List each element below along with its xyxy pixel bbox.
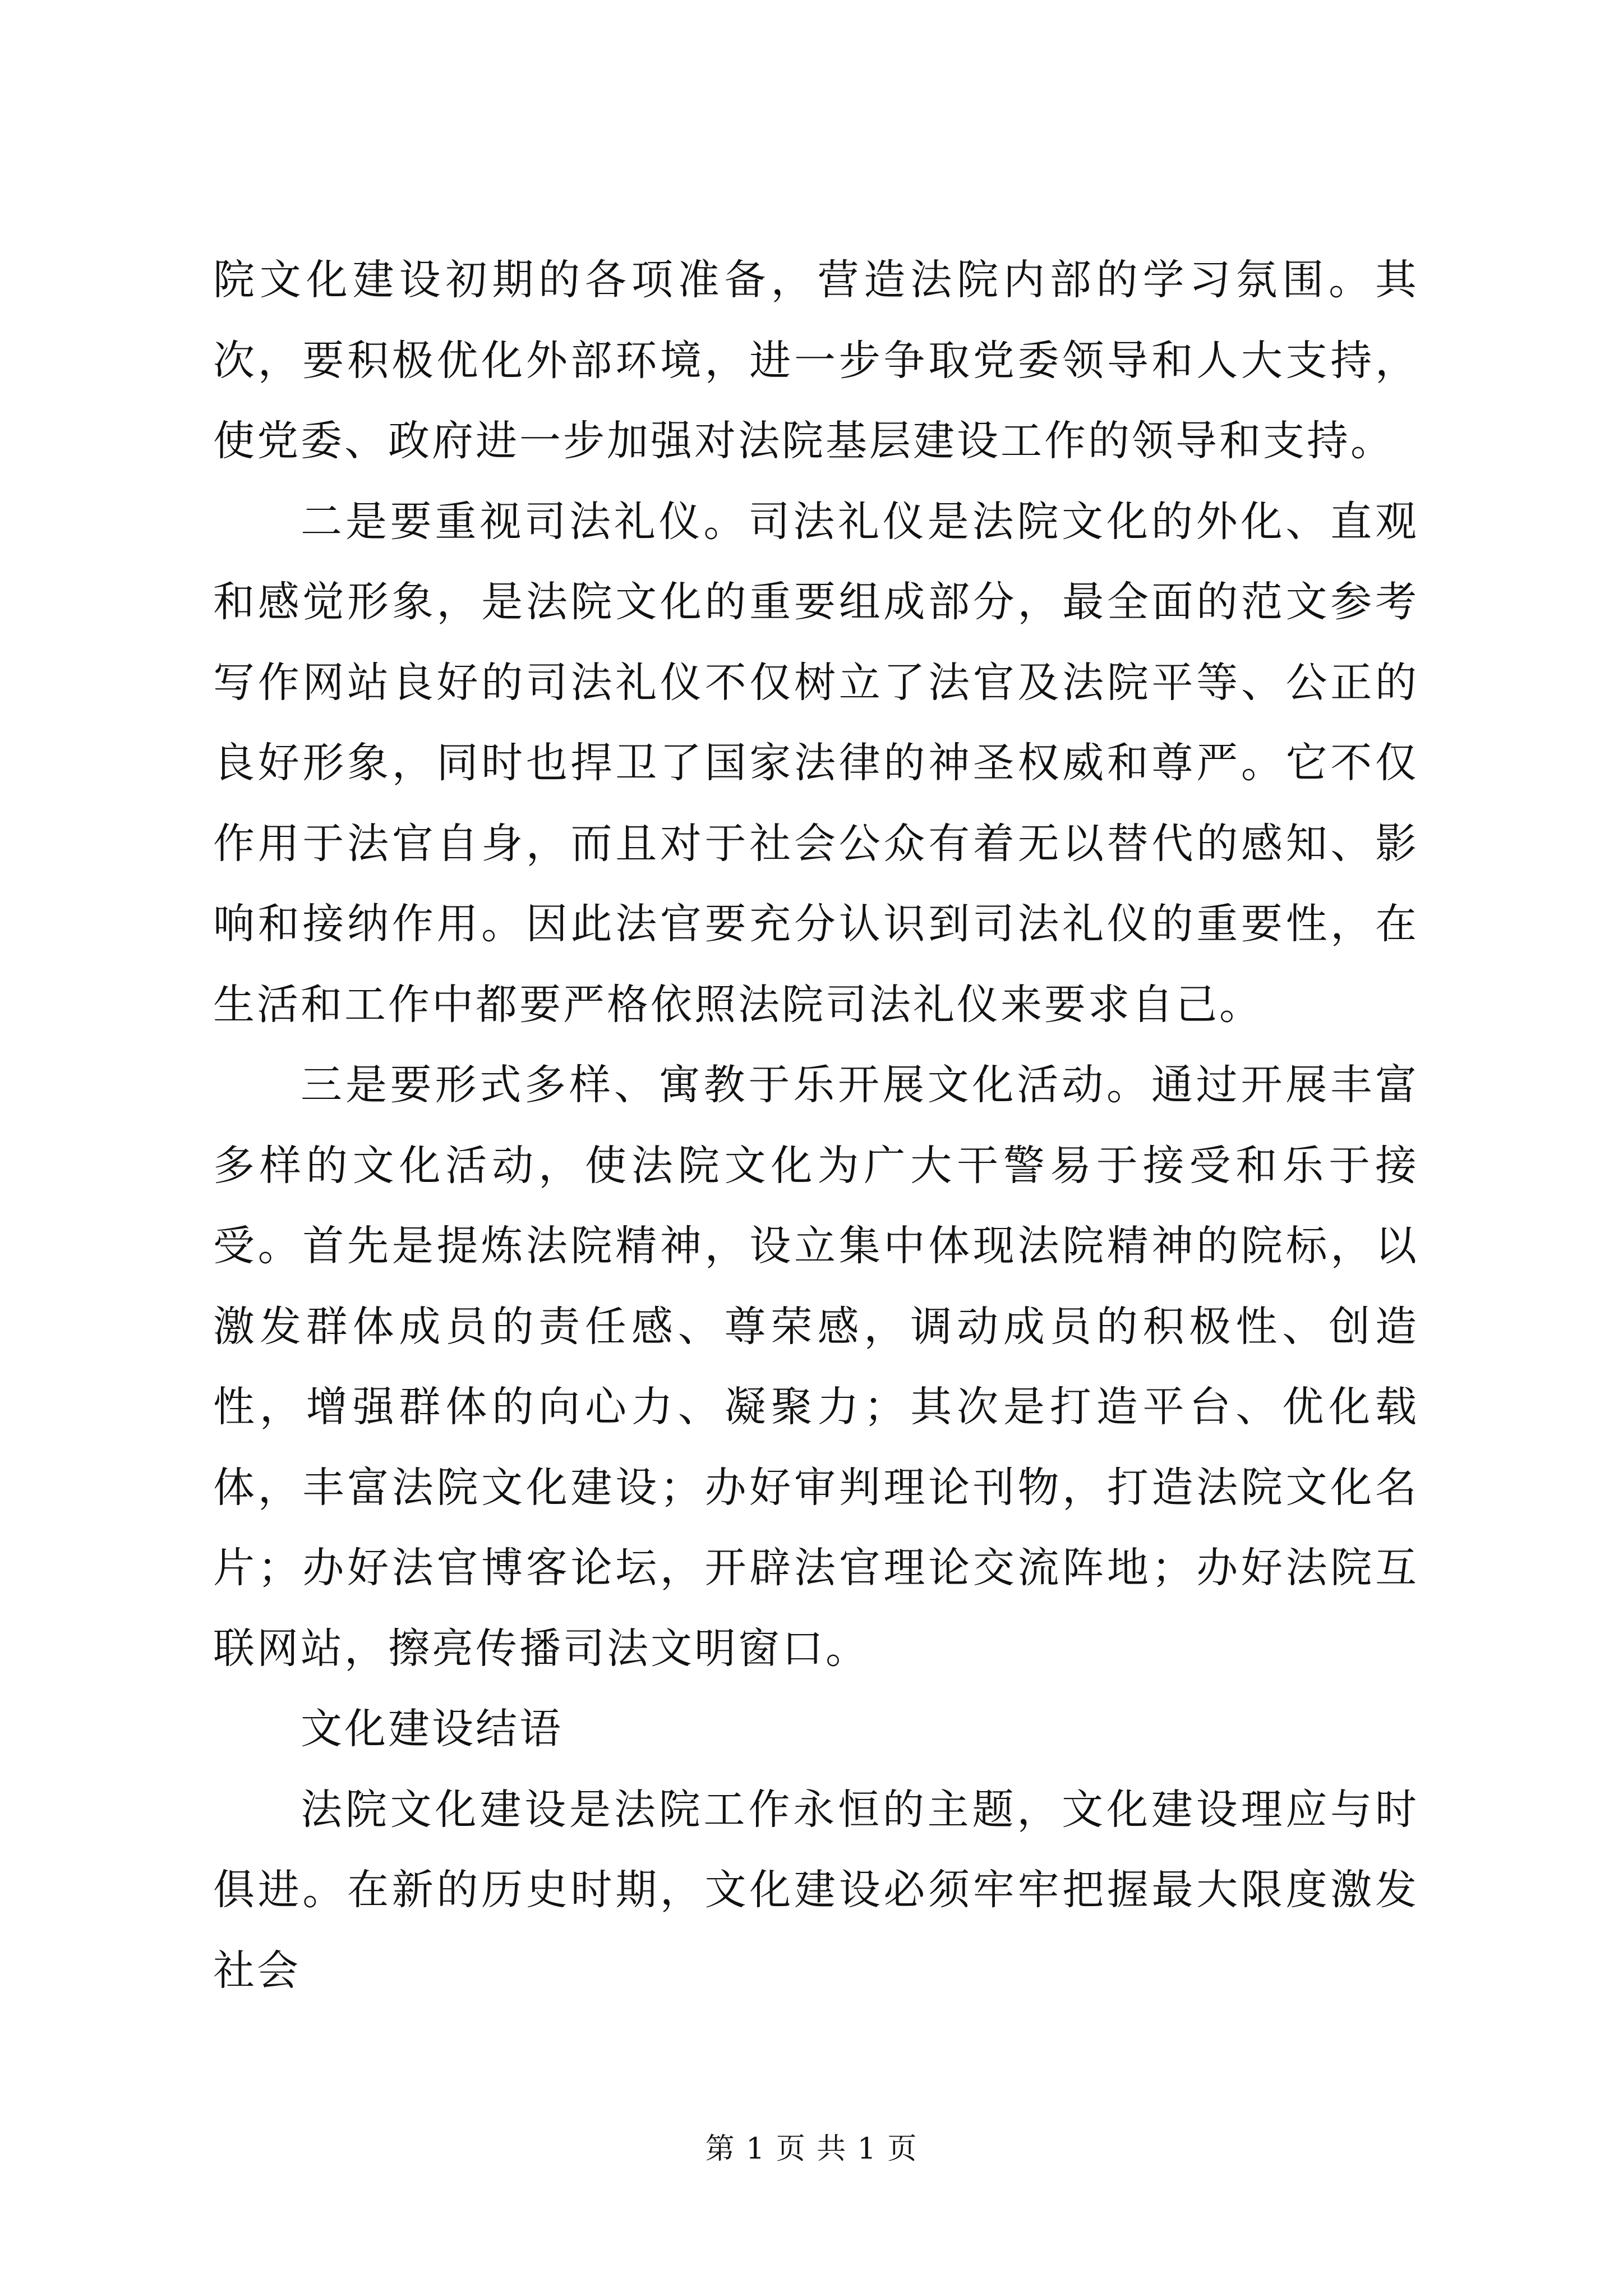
paragraph-cultural-activities: 三是要形式多样、寓教于乐开展文化活动。通过开展丰富多样的文化活动，使法院文化为广大干警易于接受和乐于接受。首先是提炼法院精神，设立集中体现法院精神的院标，以激发群体成员的责任感、尊荣感，调动成员的积极性、创造性，增强群体的向心力、凝聚力；其次是打造平台、优化载体，丰富法院文化建设；办好审判理论刊物，打造法院文化名片；办好法官博客论坛，开辟法官理论交流阵地；办好法院互联网站，擦亮传播司法文明窗口。 xyxy=(213,1061,1419,1673)
page-number-footer: 第 1 页 共 1 页 xyxy=(705,2132,918,2166)
paragraph-continuation: 院文化建设初期的各项准备，营造法院内部的学习氛围。其次，要积极优化外部环境，进一步争取党委领导和人大支持，使党委、政府进一步加强对法院基层建设工作的领导和支持。 xyxy=(213,256,1419,465)
paragraph-judicial-etiquette: 二是要重视司法礼仪。司法礼仪是法院文化的外化、直观和感觉形象，是法院文化的重要组成部分，最全面的范文参考写作网站良好的司法礼仪不仅树立了法官及法院平等、公正的良好形象，同时也捍卫了国家法律的神圣权威和尊严。它不仅作用于法官自身，而且对于社会公众有着无以替代的感知、影响和接纳作用。因此法官要充分认识到司法礼仪的重要性，在生活和工作中都要严格依照法院司法礼仪来要求自己。 xyxy=(213,497,1419,1029)
paragraph-conclusion: 法院文化建设是法院工作永恒的主题，文化建设理应与时俱进。在新的历史时期，文化建设必须牢牢把握最大限度激发社会 xyxy=(213,1785,1419,1995)
section-heading-conclusion: 文化建设结语 xyxy=(301,1705,563,1753)
document-body xyxy=(213,240,1419,2011)
